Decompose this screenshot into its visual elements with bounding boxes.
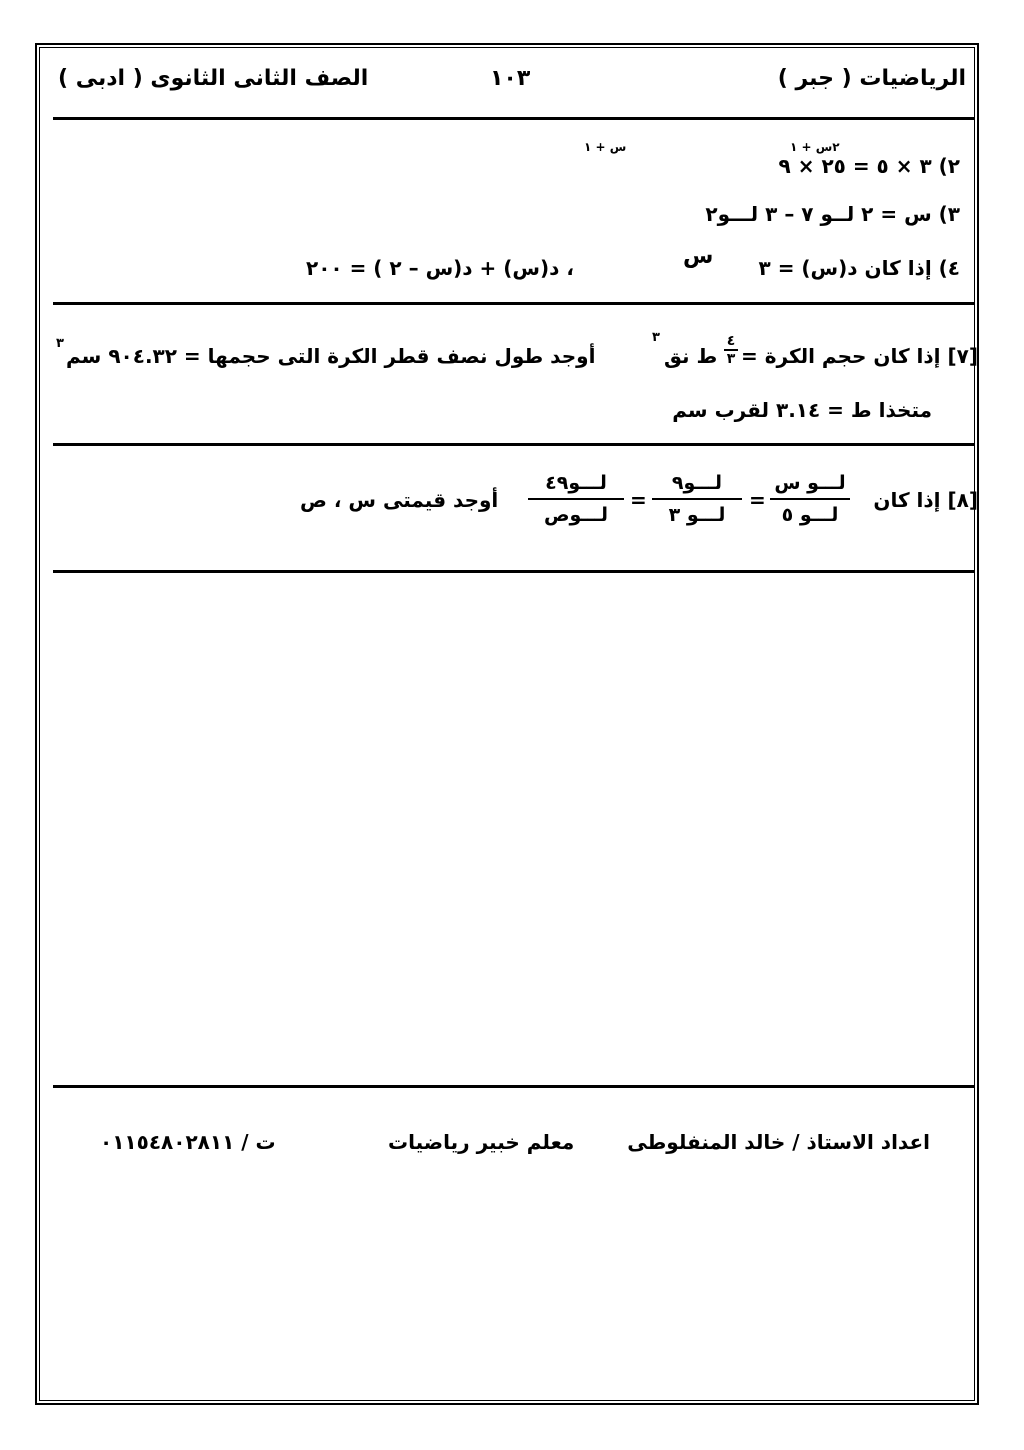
q8-fraction-3 <box>528 470 624 528</box>
page-number: ١٠٣ <box>490 66 531 91</box>
divider <box>53 302 975 305</box>
q8-frac1-bar <box>770 498 850 500</box>
item2-equation: ٢) ٣ × ٥ = ٢٥ × ٩ <box>778 154 960 178</box>
q8-equals-2: = <box>630 488 647 512</box>
q7-frac-denominator: ٣ <box>726 351 736 367</box>
item4-text-right: ٤) إذا كان د(س) = ٣ <box>758 256 960 280</box>
q8-equals-1: = <box>749 488 766 512</box>
footer-author: اعداد الاستاذ / خالد المنفلوطى <box>627 1130 930 1154</box>
q8-tail: أوجد قيمتى س ، ص <box>300 488 499 512</box>
footer-divider <box>53 1085 975 1088</box>
divider <box>53 443 975 446</box>
divider <box>53 570 975 573</box>
divider <box>53 117 975 120</box>
q7-frac-numerator: ٤ <box>726 333 736 349</box>
footer-title: معلم خبير رياضيات <box>388 1130 575 1154</box>
q7-part2: ط نق <box>664 344 718 368</box>
item2-exponent-right: ٢س + ١ <box>790 140 840 154</box>
q8-frac1-denominator: لـــو ٥ <box>781 504 839 526</box>
q8-frac3-bar <box>528 498 624 500</box>
q8-fraction-1 <box>770 470 850 528</box>
q8-label: [٨] إذا كان <box>873 488 978 512</box>
q8-frac3-denominator: لـــوص <box>543 504 609 526</box>
q7-part1: [٧] إذا كان حجم الكرة = <box>740 344 978 368</box>
q8-frac2-bar <box>652 498 742 500</box>
page-inner-border <box>39 47 975 1401</box>
q8-frac1-numerator: لـــو س <box>774 472 846 494</box>
q7-fraction <box>724 334 738 366</box>
q7-exponent: ٣ <box>652 330 660 345</box>
item2-exponent-left: س + ١ <box>584 140 627 154</box>
header-subject: الرياضيات ( جبر ) <box>777 66 966 91</box>
q7-unit-exponent: ٣ <box>56 336 64 351</box>
item3-equation: ٣) س = ٢ لــو ٧ – ٣ لـــو٢ <box>705 202 960 226</box>
footer-phone: ت / ٠١١٥٤٨٠٢٨١١ <box>100 1130 276 1154</box>
header-grade: الصف الثانى الثانوى ( ادبى ) <box>58 66 369 91</box>
item4-text-left: ، د(س) + د(س – ٢ ) = ٢٠٠ <box>306 256 574 280</box>
q7-part3: أوجد طول نصف قطر الكرة التى حجمها = ٩٠٤.٣٢ سم <box>66 344 596 368</box>
q8-frac3-numerator: لـــو٤٩ <box>545 472 607 494</box>
item4-exponent: س <box>683 244 714 269</box>
q8-fraction-2 <box>652 470 742 528</box>
q8-frac2-numerator: لـــو٩ <box>671 472 723 494</box>
q7-line2: متخذا ط = ٣.١٤ لقرب سم <box>672 398 932 422</box>
q8-frac2-denominator: لـــو ٣ <box>668 504 726 526</box>
